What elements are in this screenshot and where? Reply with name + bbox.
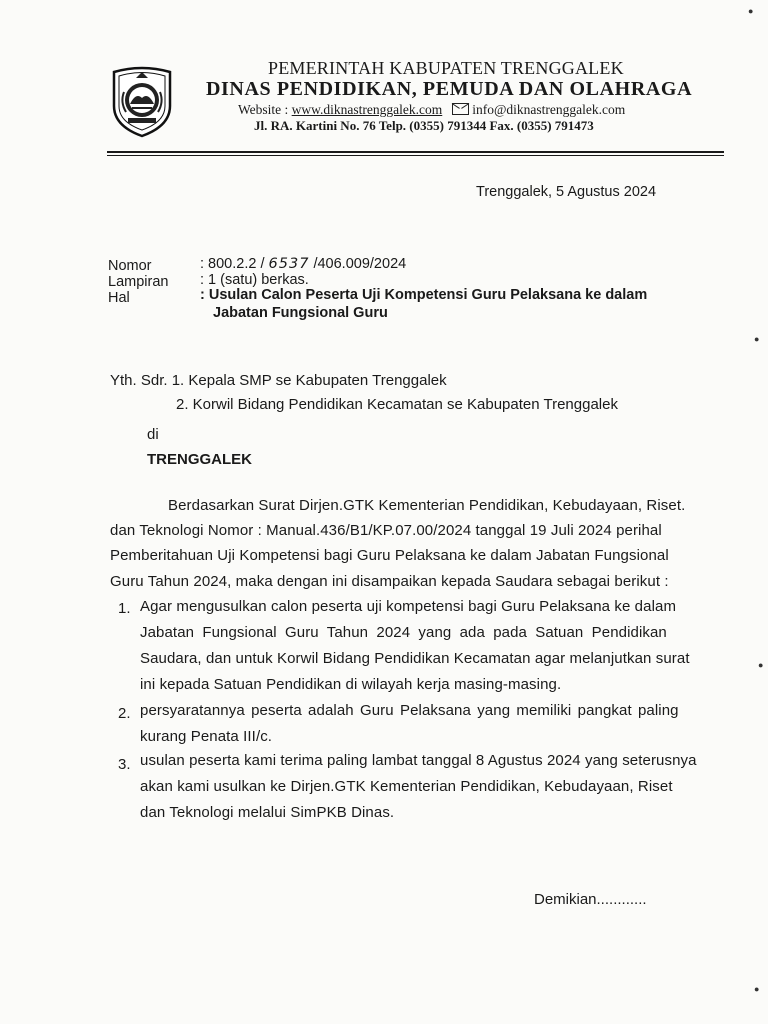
- item-line: ini kepada Satuan Pendidikan di wilayah kerja masing-masing.: [140, 676, 562, 693]
- item-line: Saudara, dan untuk Korwil Bidang Pendidikan Kecamatan agar melanjutkan surat: [140, 650, 690, 667]
- letterhead-rule-thin: [107, 155, 724, 156]
- hal-value-line1: : Usulan Calon Peserta Uji Kompetensi Guru Pelaksana ke dalam: [200, 287, 648, 303]
- email-text: info@diknastrenggalek.com: [472, 102, 626, 117]
- item-line: usulan peserta kami terima paling lambat tanggal 8 Agustus 2024 yang seterusnya: [140, 752, 697, 769]
- lampiran-value: : 1 (satu) berkas.: [200, 272, 309, 288]
- recipient-city: TRENGGALEK: [147, 451, 252, 468]
- place-date: Trenggalek, 5 Agustus 2024: [476, 184, 657, 200]
- contact-line: [238, 102, 625, 118]
- mail-icon: [452, 103, 469, 115]
- scan-speck: ●: [754, 334, 760, 344]
- government-name: PEMERINTAH KABUPATEN TRENGGALEK: [268, 58, 624, 78]
- regency-logo: [108, 62, 176, 138]
- nomor-label: Nomor: [108, 258, 152, 274]
- intro-line: Berdasarkan Surat Dirjen.GTK Kementerian Pendidikan, Kebudayaan, Riset.: [168, 497, 686, 514]
- hal-label: Hal: [108, 290, 130, 306]
- recipient-line2: 2. Korwil Bidang Pendidikan Kecamatan se Kabupaten Trenggalek: [176, 396, 618, 413]
- item-number: 1.: [118, 600, 131, 617]
- scan-speck: ●: [748, 6, 754, 16]
- lampiran-label: Lampiran: [108, 274, 169, 290]
- item-line: akan kami usulkan ke Dirjen.GTK Kementerian Pendidikan, Kebudayaan, Riset: [140, 778, 673, 795]
- handwritten-number: 6537: [268, 256, 310, 272]
- closing: Demikian............: [534, 891, 647, 908]
- item-line: kurang Penata III/c.: [140, 728, 273, 745]
- scan-speck: ●: [754, 984, 760, 994]
- letterhead-rule-thick: [107, 151, 724, 153]
- intro-line: dan Teknologi Nomor : Manual.436/B1/KP.07.00/2024 tanggal 19 Juli 2024 perihal: [110, 522, 662, 539]
- item-number: 3.: [118, 756, 131, 773]
- address-line: Jl. RA. Kartini No. 76 Telp. (0355) 791344 Fax. (0355) 791473: [254, 118, 594, 133]
- item-line: Jabatan Fungsional Guru Tahun 2024 yang ada pada Satuan Pendidikan: [140, 624, 667, 641]
- intro-line: Pemberitahuan Uji Kompetensi bagi Guru Pelaksana ke dalam Jabatan Fungsional: [110, 547, 669, 564]
- recipient-line1: Yth. Sdr. 1. Kepala SMP se Kabupaten Trenggalek: [110, 372, 447, 389]
- item-line: Agar mengusulkan calon peserta uji kompetensi bagi Guru Pelaksana ke dalam: [140, 598, 677, 615]
- scan-speck: ●: [758, 660, 764, 670]
- office-name: DINAS PENDIDIKAN, PEMUDA DAN OLAHRAGA: [206, 78, 693, 100]
- intro-line: Guru Tahun 2024, maka dengan ini disampaikan kepada Saudara sebagai berikut :: [110, 573, 669, 590]
- nomor-value: : 800.2.2 / 6537 /406.009/2024: [200, 256, 407, 272]
- recipient-di: di: [147, 426, 159, 443]
- item-number: 2.: [118, 705, 131, 722]
- item-line: persyaratannya peserta adalah Guru Pelaksana yang memiliki pangkat paling: [140, 702, 679, 719]
- hal-value-line2: Jabatan Fungsional Guru: [213, 305, 388, 321]
- item-line: dan Teknologi melalui SimPKB Dinas.: [140, 804, 395, 821]
- website-label: Website :: [238, 102, 292, 117]
- website-link[interactable]: www.diknastrenggalek.com: [291, 102, 443, 117]
